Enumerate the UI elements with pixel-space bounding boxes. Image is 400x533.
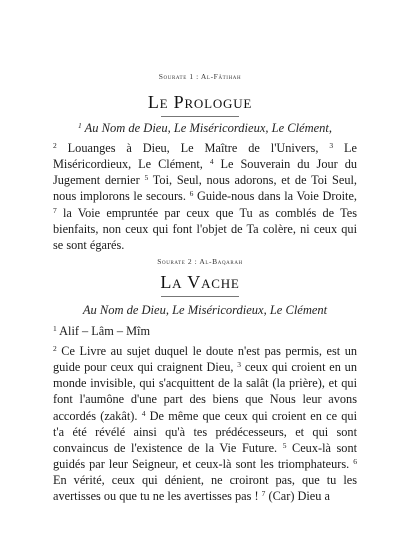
surah-2-basmala: Au Nom de Dieu, Le Miséricordieux, Le Clément [82,303,328,317]
verse-number: 2 [53,141,57,150]
verse-number: 3 [237,360,242,370]
basmala-text: Au Nom de Dieu, Le Miséricordieux, Le Clément, [84,121,333,135]
surah-2-text [53,343,357,505]
verse-text: Guide-nous dans la Voie Droite, [196,189,357,204]
verse-text: Toi, Seul, nous adorons, et de Toi Seul, nous implorons le secours. [53,173,357,204]
verse-text: Le Souverain du Jour du Jugement dernier [53,157,357,188]
verse-number: 5 [282,440,287,450]
verse-number: 5 [144,173,149,183]
surah-1-title: Le Prologue [147,92,253,112]
surah-1-text [53,140,357,253]
surah-2-verse-1 [53,323,357,339]
verse-number: 2 [53,344,57,353]
verse-number: 1 [77,121,82,130]
surah-1-basmala [50,121,360,136]
surah-1-label: Sourate 1 : Al-Fâtihah [158,72,242,81]
verse-text: ceux qui croient en un monde invisible, qui s'acquittent de la salât (la prière), et qui font l'aumône d'une part des biens que Nous leur avons accordés (zakât). [53,360,357,423]
surah-2-label: Sourate 2 : Al-Baqarah [157,257,243,266]
verse-text: En vérité, ceux qui dénient, ne croiront pas, que tu les avertisses ou que tu ne les avertisses pas ! [53,473,357,504]
verse-number: 7 [53,205,57,215]
verse-text: la Voie empruntée par ceux que Tu as comblés de Tes bienfaits, non ceux qui font l'objet de Ta colère, ni ceux qui se sont égarés. [53,205,357,252]
title-underline [161,116,239,117]
verse-number: 4 [209,157,214,167]
verse-number: 6 [189,189,194,199]
verse-number: 1 [53,324,57,333]
verse-text: Alif – Lâm – Mîm [59,324,151,338]
verse-number: 7 [261,489,266,499]
surah-2-title: La Vache [160,272,240,292]
verse-text: Ce Livre au sujet duquel le doute n'est pas permis, est un guide pour ceux qui craignent Dieu, [53,344,357,375]
verse-text: Ceux-là sont guidés par leur Seigneur, et ceux-là sont les triomphateurs. [53,440,358,472]
verse-text: De même que ceux qui croient en ce qui t'a été révélé ainsi qu'à tes prédécesseurs, et qui sont convaincus de l'existence de la Vie Future. [53,408,357,455]
verse-number: 3 [329,141,334,150]
verse-text: Louanges à Dieu, Le Maître de l'Univers, [67,141,330,155]
title-underline [161,296,239,297]
verse-number: 4 [141,408,146,418]
verse-text: Le Miséricordieux, Le Clément, [53,141,357,172]
verse-text: (Car) Dieu a [268,489,330,504]
verse-number: 6 [353,457,357,467]
